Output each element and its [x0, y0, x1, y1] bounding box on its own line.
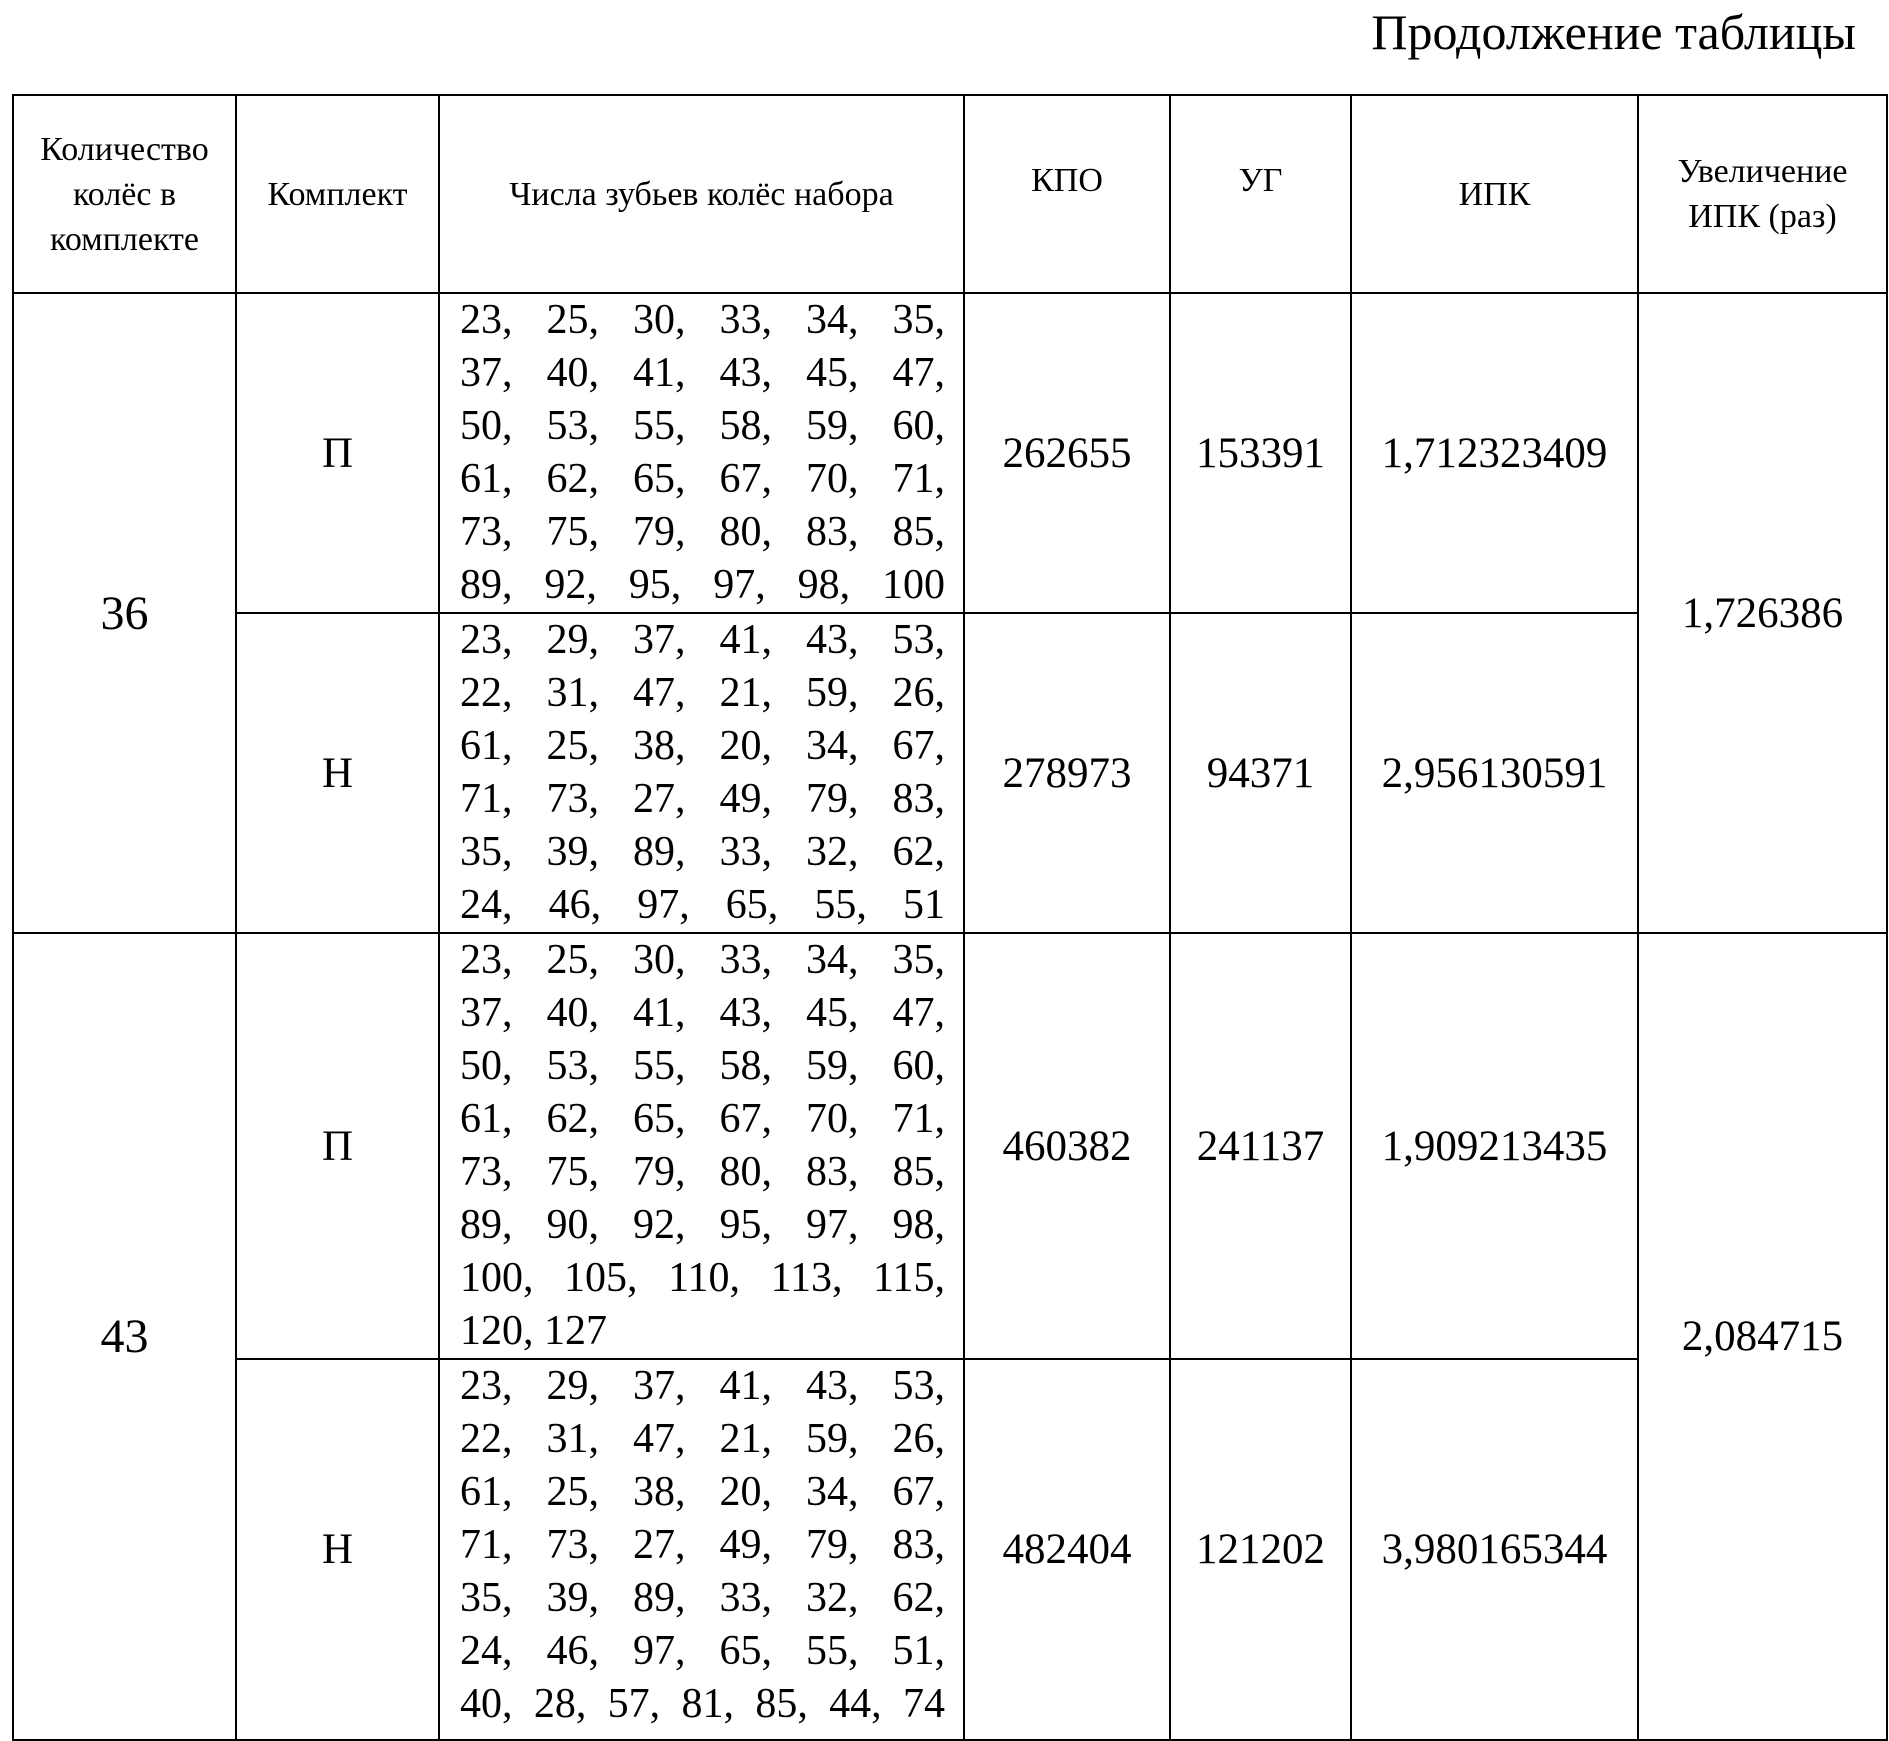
teeth-list: [439, 293, 964, 613]
increase-value: 2,084715: [1638, 933, 1887, 1740]
increase-value: 1,726386: [1638, 293, 1887, 933]
teeth-line: 61, 62, 65, 67, 70, 71,: [460, 456, 945, 502]
teeth-line: 22, 31, 47, 21, 59, 26,: [460, 1416, 945, 1462]
header-row: [13, 95, 1887, 293]
ug-value: 153391: [1170, 293, 1351, 613]
teeth-line: 89, 92, 95, 97, 98, 100: [460, 562, 945, 608]
teeth-line: 24, 46, 97, 65, 55, 51: [460, 882, 945, 928]
set-type: Н: [236, 613, 439, 933]
set-type: Н: [236, 1359, 439, 1740]
ipk-value: 1,712323409: [1351, 293, 1638, 613]
teeth-line: 23, 29, 37, 41, 43, 53,: [460, 1363, 945, 1409]
header-ug: УГ: [1170, 95, 1351, 293]
teeth-list: [439, 613, 964, 933]
header-increase: Увеличение ИПК (раз): [1638, 95, 1887, 293]
group-count: 36: [13, 293, 236, 933]
teeth-line: 89, 90, 92, 95, 97, 98,: [460, 1202, 945, 1248]
teeth-line: 61, 25, 38, 20, 34, 67,: [460, 723, 945, 769]
table-row: [13, 933, 1887, 1359]
teeth-line: 73, 75, 79, 80, 83, 85,: [460, 1149, 945, 1195]
teeth-line: 24, 46, 97, 65, 55, 51,: [460, 1628, 945, 1674]
teeth-line: 35, 39, 89, 33, 32, 62,: [460, 1575, 945, 1621]
teeth-line: 100, 105, 110, 113, 115,: [460, 1255, 945, 1301]
teeth-list: [439, 1359, 964, 1740]
header-teeth: Числа зубьев колёс набора: [439, 95, 964, 293]
kpo-value: 482404: [964, 1359, 1170, 1740]
kpo-value: 262655: [964, 293, 1170, 613]
teeth-list: [439, 933, 964, 1359]
teeth-line: 50, 53, 55, 58, 59, 60,: [460, 403, 945, 449]
kpo-value: 460382: [964, 933, 1170, 1359]
table-row: [13, 1359, 1887, 1740]
teeth-line: 71, 73, 27, 49, 79, 83,: [460, 1522, 945, 1568]
header-ipk: ИПК: [1351, 95, 1638, 293]
teeth-line: 50, 53, 55, 58, 59, 60,: [460, 1043, 945, 1089]
teeth-line: 23, 25, 30, 33, 34, 35,: [460, 937, 945, 983]
ug-value: 94371: [1170, 613, 1351, 933]
kpo-value: 278973: [964, 613, 1170, 933]
header-count: Количество колёс в комплекте: [13, 95, 236, 293]
teeth-line: 35, 39, 89, 33, 32, 62,: [460, 829, 945, 875]
teeth-line: 37, 40, 41, 43, 45, 47,: [460, 990, 945, 1036]
ug-value: 241137: [1170, 933, 1351, 1359]
teeth-line: 71, 73, 27, 49, 79, 83,: [460, 776, 945, 822]
teeth-line: 120, 127: [460, 1308, 607, 1354]
table-row: [13, 613, 1887, 933]
set-type: П: [236, 933, 439, 1359]
ug-value: 121202: [1170, 1359, 1351, 1740]
gear-set-table: [12, 94, 1888, 1741]
teeth-line: 61, 62, 65, 67, 70, 71,: [460, 1096, 945, 1142]
ipk-value: 3,980165344: [1351, 1359, 1638, 1740]
table-row: [13, 293, 1887, 613]
teeth-line: 40, 28, 57, 81, 85, 44, 74: [460, 1681, 945, 1727]
group-count: 43: [13, 933, 236, 1740]
ipk-value: 2,956130591: [1351, 613, 1638, 933]
header-set: Комплект: [236, 95, 439, 293]
teeth-line: 73, 75, 79, 80, 83, 85,: [460, 509, 945, 555]
teeth-line: 23, 25, 30, 33, 34, 35,: [460, 297, 945, 343]
teeth-line: 22, 31, 47, 21, 59, 26,: [460, 670, 945, 716]
teeth-line: 23, 29, 37, 41, 43, 53,: [460, 617, 945, 663]
ipk-value: 1,909213435: [1351, 933, 1638, 1359]
table-caption: Продолжение таблицы: [1371, 4, 1856, 60]
teeth-line: 61, 25, 38, 20, 34, 67,: [460, 1469, 945, 1515]
header-kpo: КПО: [964, 95, 1170, 293]
set-type: П: [236, 293, 439, 613]
teeth-line: 37, 40, 41, 43, 45, 47,: [460, 350, 945, 396]
